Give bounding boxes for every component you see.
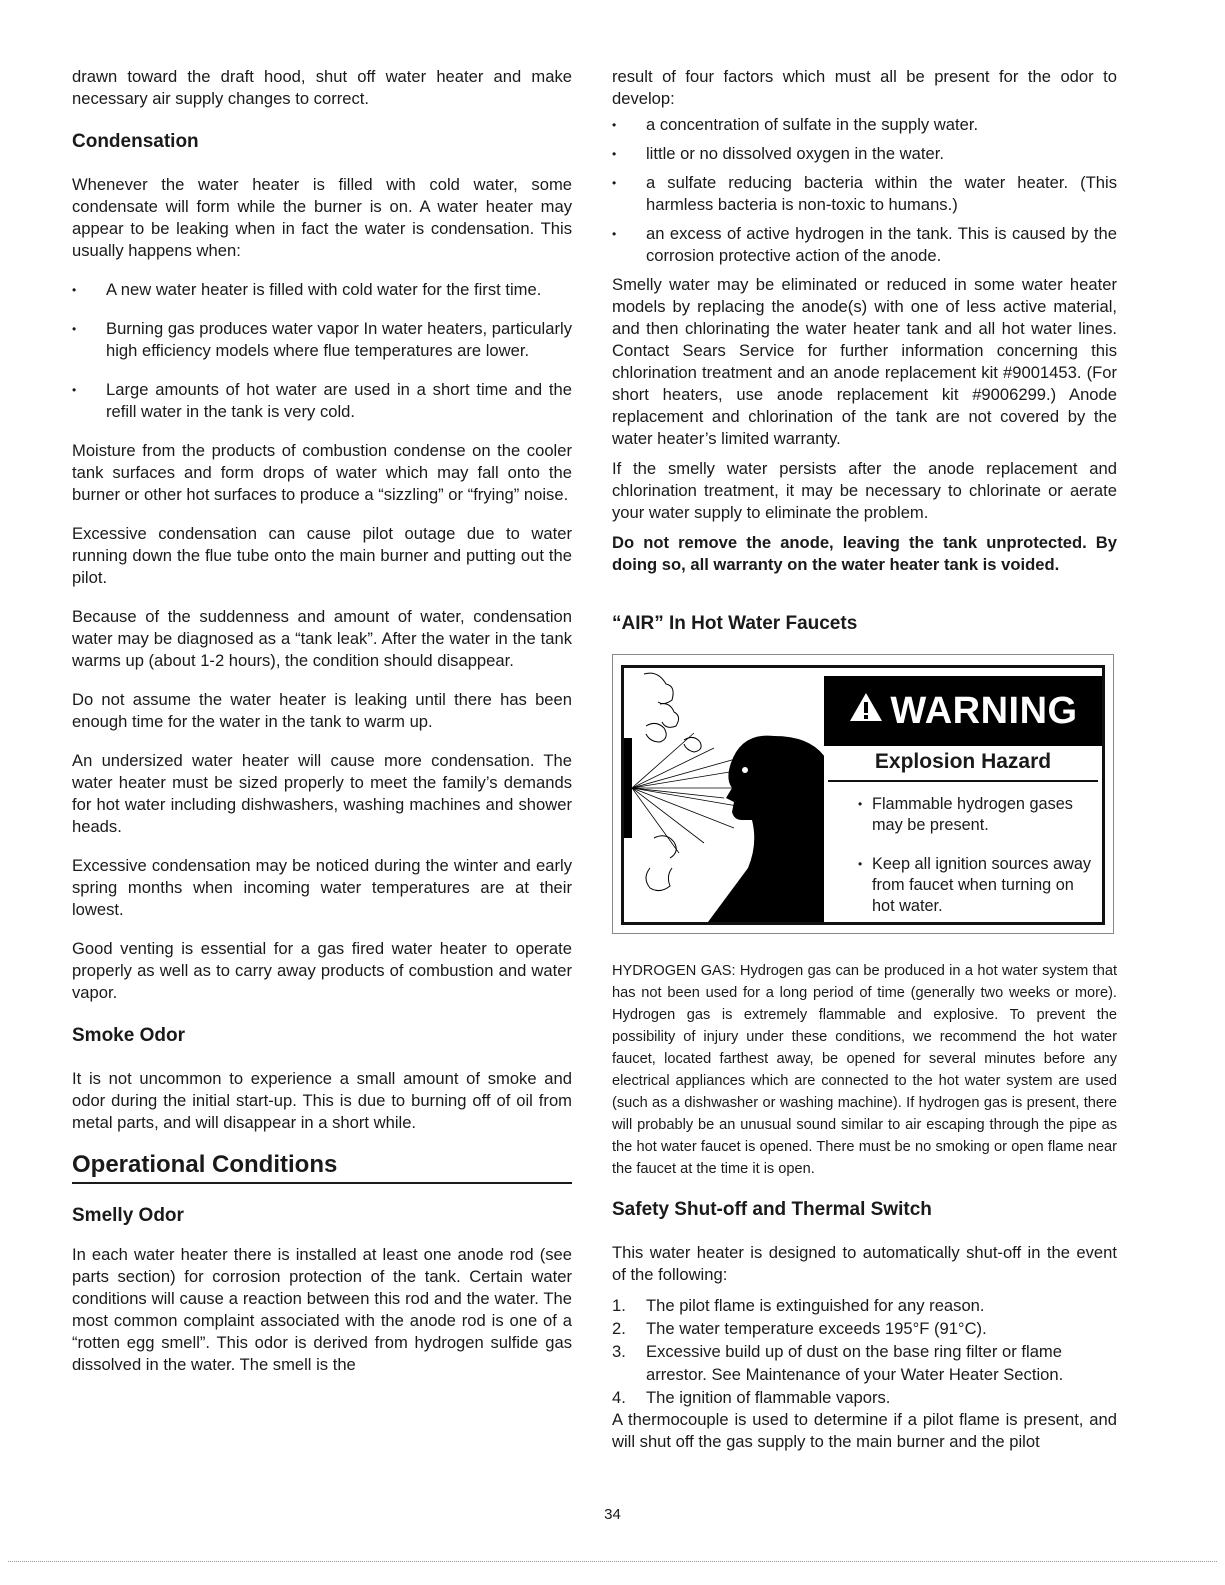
list-item: • little or no dissolved oxygen in the water. bbox=[612, 143, 1117, 165]
list-item: • Flammable hydrogen gases may be present. bbox=[858, 794, 1094, 836]
list-item: 3. Excessive build up of dust on the base ring filter or flame arrestor. See Maintenance of your Water Heater Section. bbox=[612, 1342, 1064, 1384]
anode-warning-paragraph: Do not remove the anode, leaving the tank unprotected. By doing so, all warranty on the water heater tank is voided. bbox=[612, 533, 1117, 574]
list-item: 2. The water temperature exceeds 195°F (91°C). bbox=[612, 1319, 987, 1338]
list-item: • Keep all ignition sources away from faucet when turning on hot water. bbox=[858, 854, 1094, 917]
explosion-hazard-illustration bbox=[624, 668, 824, 922]
list-item: • a sulfate reducing bacteria within the water heater. (This harmless bacteria is non-toxic to humans.) bbox=[612, 172, 1117, 216]
warning-title: Explosion Hazard bbox=[828, 746, 1098, 782]
safety-shutoff-paragraph: This water heater is designed to automatically shut-off in the event of the following: bbox=[612, 1243, 1117, 1284]
condensation-paragraph: Excessive condensation can cause pilot outage due to water running down the flue tube onto the main burner and putting out the pilot. bbox=[72, 524, 572, 587]
condensation-paragraph: Do not assume the water heater is leaking until there has been enough time for the water in the tank to warm up. bbox=[72, 690, 572, 731]
page-number: 34 bbox=[604, 1506, 621, 1523]
warning-triangle-icon bbox=[848, 690, 884, 733]
warning-banner bbox=[824, 676, 1102, 746]
condensation-heading: Condensation bbox=[72, 131, 199, 152]
condensation-paragraph: Good venting is essential for a gas fired water heater to operate properly as well as to carry away products of combustion and water vapor. bbox=[72, 939, 572, 1002]
odor-factors-intro: result of four factors which must all be present for the odor to develop: bbox=[612, 67, 1117, 108]
left-column bbox=[72, 66, 572, 1376]
warning-bullet-list bbox=[824, 794, 1102, 917]
odor-factors-list bbox=[612, 114, 1117, 267]
smelly-odor-paragraph: In each water heater there is installed at least one anode rod (see parts section) for corrosion protection of the tank. Certain water conditions will cause a reaction between this rod and the water. The most common complaint associated with the anode rod is one of a “rotten egg smell”. This odor is derived from hydrogen sulfide gas dissolved in the water. The smell is the bbox=[72, 1245, 572, 1374]
condensation-paragraph: Whenever the water heater is filled with cold water, some condensate will form while the burner is on. A water heater may appear to be leaking when in fact the water is condensation. This usually happens when: bbox=[72, 175, 572, 260]
warning-panel bbox=[621, 665, 1105, 925]
condensation-paragraph: Because of the suddenness and amount of water, condensation water may be diagnosed as a “tank leak”. After the water in the tank warms up (about 1-2 hours), the condition should disappear. bbox=[72, 607, 572, 670]
warning-banner-label: WARNING bbox=[890, 689, 1078, 732]
warning-box bbox=[612, 654, 1114, 934]
operational-conditions-heading: Operational Conditions bbox=[72, 1150, 572, 1184]
intro-paragraph: drawn toward the draft hood, shut off water heater and make necessary air supply changes to correct. bbox=[72, 67, 572, 108]
thermocouple-paragraph: A thermocouple is used to determine if a pilot flame is present, and will shut off the gas supply to the main burner and the pilot bbox=[612, 1410, 1117, 1451]
smoke-odor-paragraph: It is not uncommon to experience a small amount of smoke and odor during the initial start-up. This is due to burning off of oil from metal parts, and will disappear in a short while. bbox=[72, 1069, 572, 1132]
right-column bbox=[612, 66, 1117, 1453]
list-item: • a concentration of sulfate in the supply water. bbox=[612, 114, 1117, 136]
list-item: • Large amounts of hot water are used in a short time and the refill water in the tank is very cold. bbox=[72, 379, 572, 423]
explosion-person-icon bbox=[624, 668, 824, 922]
smelly-odor-heading: Smelly Odor bbox=[72, 1205, 184, 1226]
air-faucets-heading: “AIR” In Hot Water Faucets bbox=[612, 613, 858, 634]
list-item: 4. The ignition of flammable vapors. bbox=[612, 1388, 891, 1407]
smoke-odor-heading: Smoke Odor bbox=[72, 1025, 185, 1046]
list-item: 1. The pilot flame is extinguished for any reason. bbox=[612, 1296, 985, 1315]
smelly-water-paragraph: If the smelly water persists after the anode replacement and chlorination treatment, it may be necessary to chlorinate or aerate your water supply to eliminate the problem. bbox=[612, 459, 1117, 522]
list-item: • A new water heater is filled with cold water for the first time. bbox=[72, 279, 572, 301]
shutoff-conditions-list bbox=[612, 1294, 1117, 1409]
condensation-paragraph: An undersized water heater will cause more condensation. The water heater must be sized properly to meet the family’s demands for hot water including dishwashers, washing machines and shower heads. bbox=[72, 751, 572, 836]
condensation-bullet-list bbox=[72, 279, 572, 423]
hydrogen-gas-paragraph: HYDROGEN GAS: Hydrogen gas can be produced in a hot water system that has not been used for a long period of time (generally two weeks or more). Hydrogen gas is extremely flammable and explosive. To prevent the possibility of injury under these conditions, we recommend the hot water faucet, located farthest away, be opened for several minutes before any electrical appliances which are connected to the hot water system are used (such as a dishwasher or washing machine). If hydrogen gas is present, there will probably be an unusual sound similar to air escaping through the pipe as the hot water faucet is opened. There must be no smoking or open flame near the faucet at the time it is open. bbox=[612, 963, 1117, 1177]
warning-text-area bbox=[824, 668, 1102, 922]
anode-replacement-paragraph: Smelly water may be eliminated or reduced in some water heater models by replacing the anode(s) with one of less active material, and then chlorinating the water heater tank and all hot water lines. Contact Sears Service for further information concerning this chlorination treatment and an anode replacement kit #9001453. (For short heaters, use anode replacement kit #9006299.) Anode replacement and chlorination of the tank are not covered by the water heater’s limited warranty. bbox=[612, 275, 1117, 448]
condensation-paragraph: Moisture from the products of combustion condense on the cooler tank surfaces and form drops of water which may fall onto the burner or other hot surfaces to produce a “sizzling” or “frying” noise. bbox=[72, 441, 572, 504]
condensation-paragraph: Excessive condensation may be noticed during the winter and early spring months when incoming water temperatures are at their lowest. bbox=[72, 856, 572, 919]
list-item: • Burning gas produces water vapor In water heaters, particularly high efficiency models where flue temperatures are lower. bbox=[72, 318, 572, 362]
safety-shutoff-heading: Safety Shut-off and Thermal Switch bbox=[612, 1199, 932, 1220]
hydrogen-gas-section bbox=[612, 960, 1117, 1180]
page-divider bbox=[8, 1561, 1217, 1562]
list-item: • an excess of active hydrogen in the tank. This is caused by the corrosion protective action of the anode. bbox=[612, 223, 1117, 267]
